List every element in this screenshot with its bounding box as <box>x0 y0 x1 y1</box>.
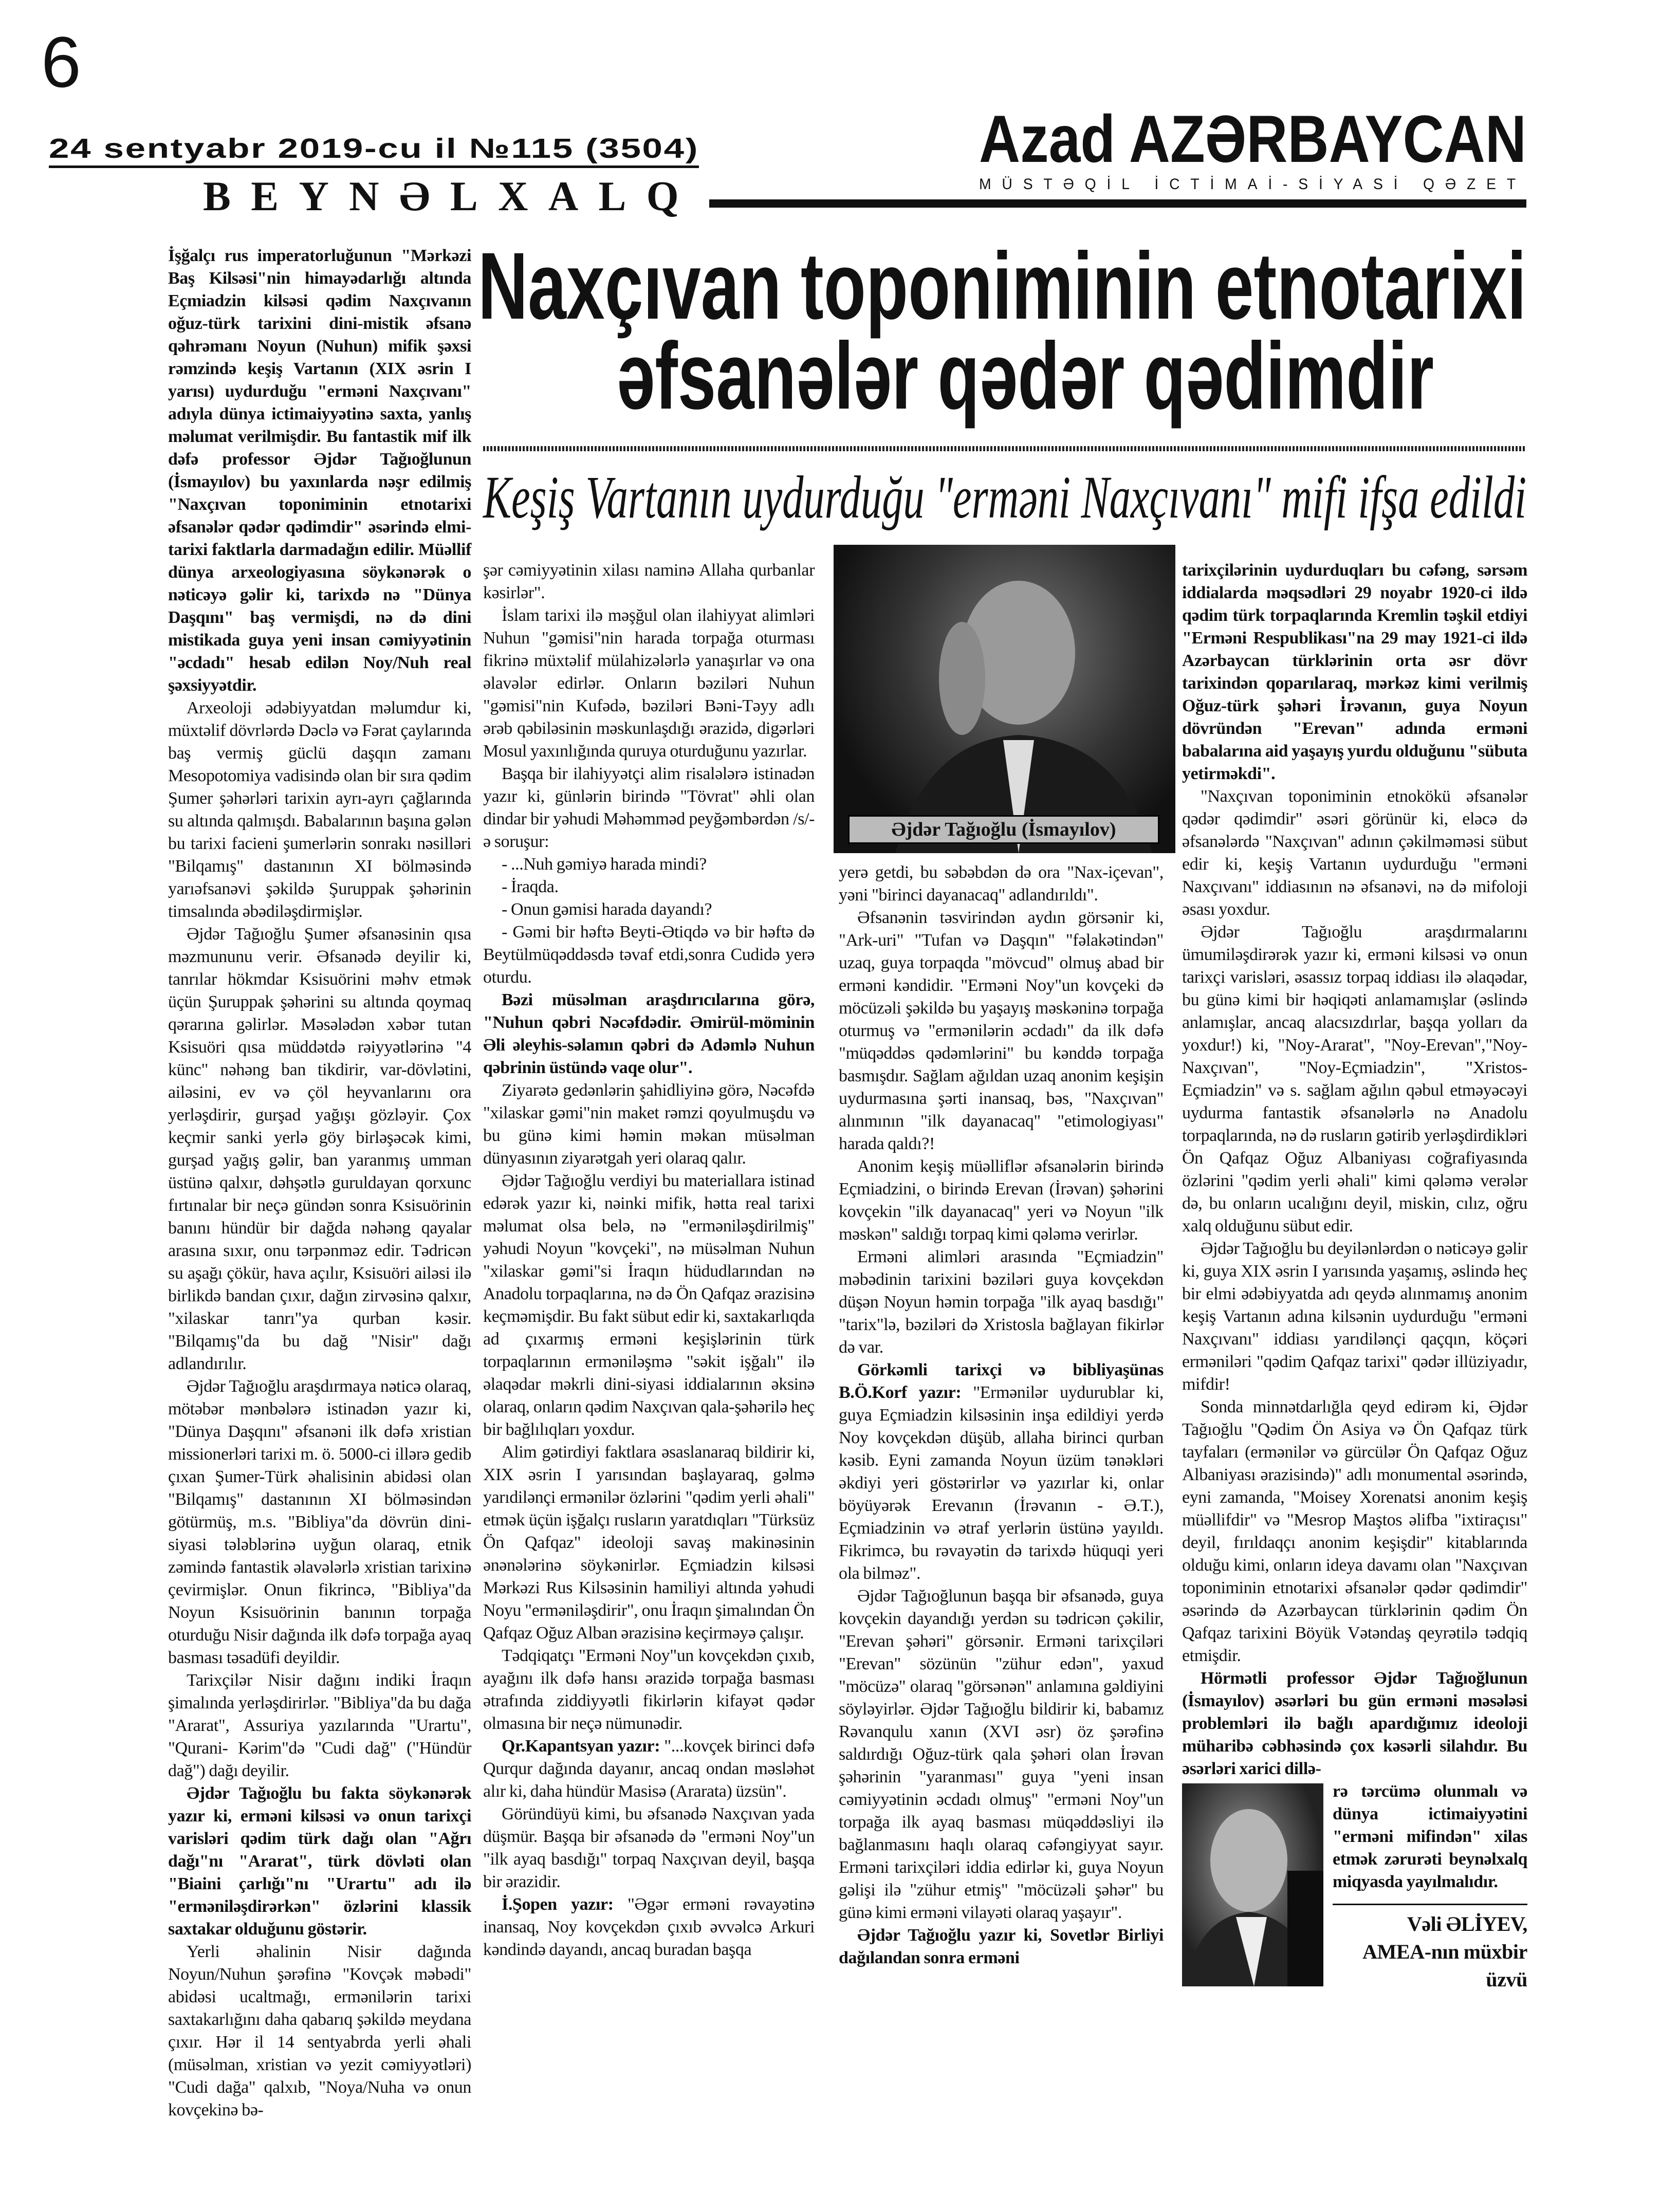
paragraph: Əjdər Tağıoğlu bu deyilənlərdən o nəticəyə gəlir ki, guya XIX əsrin I yarısında yaşamış, əslində heç bir elmi ədəbiyyatda adı qeydə alınmamış anonim keşiş Vartanın adına kilsənin uydurduğu "erməni Naxçıvanı" iddiası yarıdilənçi qaçqın, köçəri erməniləri "qədim Qafqaz tarixi" qədər illüziyadır, mifdir! <box>1182 1239 1527 1394</box>
paragraph: Tarixçilər Nisir dağını indiki İraqın şimalında yerləşdirirlər. "Bibliya"da bu dağa "Ararat", Assuriya yazılarında "Urartu", "Qurani- Kərim"də "Cudi dağ" ("Hündür dağ") dağı deyilir. <box>168 1671 471 1780</box>
paragraph: Əjdər Tağıoğlu Şumer əfsanəsinin qısa məzmununu verir. Əfsanədə deyilir ki, tanrılar hökmdar Ksisuörini məhv etmək üçün Şuruppak şəhərini su altında qoymaq qərarına gəlirlər. Məsələdən xəbər tutan Ksisuöri qısa müddətdə rəiyyətlərinə "4 künc" nəhəng ban tikdirir, var-dövlətini, ailəsini, ev və çöl heyvanlarını ora yerləşdirir, gurşad yağışı gözləyir. Çox keçmir sanki yerlə göy birləşəcək kimi, gurşad yağış gəlir, ban yaranmış umman üstünə qalxır, dəhşətlə guruldayan qorxunc fırtınalar bir neçə gündən sonra Ksisuörinin banını hündür bir dağda nəhəng qayalar arasına sıxır, onu tərpənməz edir. Tədricən su aşağı çökür, hava açılır, Ksisuöri ailəsi ilə birlikdə bandan çıxır, dağın zirvəsinə qalxır, "xilaskar tanrı"ya qurban kəsir. "Bilqamış"da bu dağ "Nisir" dağı adlandırılır. <box>168 925 471 1373</box>
quote-source: Qr.Kapantsyan yazır: <box>502 1737 660 1756</box>
paragraph: tarixçilərinin uydurduqları bu cəfəng, sərsəm iddialarda məqsədləri 29 noyabr 1920-ci ildə qədim türk torpaqlarında Kremlin təşkil etdiyi "Erməni Respublikası"na 29 may 1921-ci ildə Azərbaycan türklərinin orta əsr dövr tarixindən qoparılaraq, mərkəz kimi verilmiş Oğuz-türk şəhəri İrəvanın, guya Noyun dövründən "Erevan" adında erməni babalarına aid yaşayış yurdu olduğunu "sübuta yetirməkdi". <box>1182 561 1527 783</box>
paragraph: Arxeoloji ədəbiyyatdan məlumdur ki, müxtəlif dövrlərdə Dəclə və Fərat çaylarında baş vermiş güclü daşqın zamanı Mesopotomiya vadisində olan bir sıra qədim Şumer şəhərləri tarixin ayrı-ayrı çağlarında su altında qalmışdı. Babalarının başına gələn bu tarixi facieni şumerlərin sonrakı nəsilləri "Bilqamış" dastanının XI bölməsində yarıəfsanəvi şəkildə Şuruppak şəhərinin timsalında əbədiləşdirmişlər. <box>168 698 471 921</box>
subheadline-text: Keşiş Vartanın uydurduğu "erməni Naxçıvanı" mifi ifşa edildi <box>483 464 1526 531</box>
portrait-silhouette-icon <box>834 545 1175 853</box>
headline-line-2: əfsanələr qədər qədimdir <box>617 323 1434 429</box>
headline <box>478 233 1526 339</box>
newspaper-masthead <box>979 100 1526 176</box>
dialogue-line: - ...Nuh gəmiyə harada mindi? <box>502 855 707 874</box>
divider <box>1333 1904 1527 1905</box>
dialogue-line: - Gəmi bir həftə Beyti-Ətiqdə və bir həftə də Beytülmüqəddəsdə təvaf etdi,sonra Cudidə yerə oturdu. <box>483 923 815 987</box>
closing-paragraph: Hörmətli professor Əjdər Tağıoğlunun (İsmayılov) əsərləri bu gün erməni məsələsi problemləri ilə bağlı apardığımız ideoloji müharibə cəbhəsində çox kəsərli silahdır. Bu əsərləri xarici dillə- <box>1182 1669 1527 1778</box>
paragraph: Göründüyü kimi, bu əfsanədə Naxçıvan yada düşmür. Başqa bir əfsanədə də "erməni Noy"un "ilk ayaq basdığı" torpaq Naxçıvan deyil, başqa bir ərazidir. <box>483 1804 815 1891</box>
paragraph: Yerli əhalinin Nisir dağında Noyun/Nuhun şərəfinə "Kovçək məbədi" abidəsi ucaltmağı, ermənilərin tarixi saxtakarlığını daha qabarıq şəkildə meydana çıxır. Hər il 14 sentyabrda yerli əhali (müsəlman, xristian və yezit cəmiyyətləri) "Cudi dağa" qalxıb, "Noya/Nuha və onun kovçekinə bə- <box>168 1942 471 2119</box>
paragraph: Sonda minnətdarlığla qeyd edirəm ki, Əjdər Tağıoğlu "Qədim Ön Asiya və Ön Qafqaz türk tayfaları (ermənilər və gürcülər Ön Qafqaz Oğuz Albaniyası ərazisində)" adlı monumental əsərində, eyni zamanda, "Moisey Xorenatsi anonim keşiş müəllifdir" və "Mesrop Maştos əlifba "ixtiraçısı" deyil, fırıldaqçı anonim keşişdir" kitablarında olduğu kimi, onların ideya davamı olan "Naxçıvan toponiminin etnotarixi əfsanələr qədər qədimdir" əsərində də Azərbaycan türklərinin qədim Ön Qafqaz tarixini Böyük Vətəndaş qeyrətilə tədqiq etmişdir. <box>1182 1397 1527 1665</box>
paragraph: Bəzi müsəlman araşdırıcılarına görə, "Nuhun qəbri Nəcəfdədir. Əmirül-möminin Əli əleyhis-səlamın qəbri də Adəmlə Nuhun qəbrinin üstündə vaqe olur". <box>483 990 815 1077</box>
paragraph: Başqa bir ilahiyyətçi alim risalələrə istinadən yazır ki, günlərin birində "Tövrat" əhli olan dindar bir yəhudi Məhəmməd peyğəmbərdən /s/-ə soruşur: <box>483 764 815 851</box>
tagline-text: MÜSTƏQİL İCTİMAİ-SİYASİ QƏZET <box>979 176 1526 193</box>
quote-source: Görkəmli tarixçi və bibliyaşünas B.Ö.Korf yazır: <box>839 1360 1164 1402</box>
article-column-4 <box>1182 559 1527 1994</box>
divider <box>709 199 1526 208</box>
photo-caption: Əjdər Tağıoğlu (İsmayılov) <box>848 815 1159 844</box>
paragraph: Əjdər Tağıoğlu yazır ki, Sovetlər Birliyi dağılandan sonra erməni <box>839 1926 1164 1967</box>
divider <box>49 165 699 168</box>
portrait-silhouette-icon <box>1182 1783 1323 1986</box>
dotted-divider <box>483 446 1526 451</box>
section-title-text: BEYNƏLXALQ <box>203 173 699 219</box>
quote-text: "Ermənilər uydurublar ki, guya Eçmiadzin kilsəsinin inşa edildiyi yerdə Noy kovçekdən düşüb, allaha birinci qurban kəsib. Eyni zamanda Noyun üzüm tənəkləri əkdiyi yeri göstərirlər və yazırlar ki, onlar böyüyərək Erevanın (İrəvanın - Ə.T.), Eçmiadzinin və ətraf yerlərin üstünə yayıldı. Fikrimcə, bu rəvayətin də tarixdə hüquqi yeri ola bilməz". <box>839 1383 1164 1583</box>
masthead-text: Azad AZƏRBAYCAN <box>979 101 1526 176</box>
author-photo-aliyev <box>1182 1783 1323 1986</box>
dialogue-line: - İraqda. <box>502 877 559 896</box>
paragraph <box>839 1359 1164 1585</box>
issue-dateline <box>49 133 699 163</box>
paragraph: Erməni alimləri arasında "Eçmiadzin" məbədinin tarixini bəziləri guya kovçekdən düşən Noyun həmin torpağa "ilk ayaq basdığı" "tarix"lə, bəziləri də Xristosla bağlayan fikirlər də var. <box>839 1247 1164 1357</box>
paragraph: Tədqiqatçı "Erməni Noy"un kovçekdən çıxıb, ayağını ilk dəfə hansı ərazidə torpağa basması ətrafında ziddiyyətli fikirlərin kifayət qədər olmasına bir neçə nümunədir. <box>483 1646 815 1733</box>
quote-source: İ.Şopen yazır: <box>502 1895 614 1914</box>
paragraph: Alim gətirdiyi faktlara əsaslanaraq bildirir ki, XIX əsrin I yarısından başlayaraq, gəlmə yarıdilənçi ermənilər özlərini "qədim yerli əhali" etmək üçün işğalçı rusların yaratdıqları "Türksüz Ön Qafqaz" ideoloji savaş makinəsinin ənənələrinə söykənirlər. Eçmiadzin kilsəsi Mərkəzi Rus Kilsəsinin hamiliyi altında yəhudi Noyu "erməniləşdirir", onu İraqın şimalından Ön Qafqaz Oğuz Alban ərazisinə keçirməyə çalışır. <box>483 1443 815 1643</box>
quote-text: "...kovçek birinci dəfə Qurqur dağında dayanır, ancaq ondan məsləhət alır ki, daha hündür Masisə (Ararata) üzsün". <box>483 1737 815 1801</box>
paragraph <box>483 1735 815 1803</box>
article-column-3 <box>839 861 1164 1969</box>
headline <box>617 323 1434 429</box>
article-column-2 <box>483 559 815 1961</box>
headline-line-1: Naxçıvan toponiminin etnotarixi <box>478 233 1526 339</box>
subheadline <box>483 465 1526 532</box>
paragraph <box>483 1893 815 1961</box>
dialogue-line: - Onun gəmisi harada dayandı? <box>502 900 712 919</box>
paragraph: Əjdər Tağıoğlu araşdırmalarını ümumiləşdirərək yazır ki, erməni kilsəsi və onun tarixçi varisləri, əsassız torpaq iddiası ilə əlaqədar, bu günə kimi bir həqiqəti anlamamışlar (əslində anlamışlar, ancaq alacsızdırlar, başqa yolları da yoxdur!) ki, "Noy-Ararat", "Noy-Erevan","Noy-Naxçıvan", "Noy-Eçmiadzin", "Xristos-Eçmiadzin" və s. sağlam ağılın qəbul etməyəcəyi uydurma fantastik əfsanələrlə nə Anadolu torpaqlarında, nə də rusların gətirib yerləşdirdikləri Ön Qafqaz Oğuz Albaniyası coğrafiyasında özlərini "qədim yerli əhali" kimi qələmə verələr də, bu onların ucalığını deyil, miskin, cılız, oğru xalq olduğunu sübut edir. <box>1182 923 1527 1236</box>
article-lead: İşğalçı rus imperatorluğunun "Mərkəzi Baş Kilsəsi"nin himayədarlığı altında Eçmiadzin kilsəsi qədim Naxçıvanın oğuz-türk tarixini dini-mistik əfsanə qəhrəmanı Noyun (Nuhun) mifik şəxsi rəmzində keşiş Vartanın (XIX əsrin I yarısı) uydurduğu "erməni Naxçıvanı" adıyla dünya ictimaiyyətinə saxta, yanlış məlumat verilmişdir. Bu fantastik mif ilk dəfə professor Əjdər Tağıoğlunun (İsmayılov) bu yaxınlarda nəşr edilmiş "Naxçıvan toponiminin etnotarixi əfsanələr qədər qədimdir" əsərində elmi-tarixi faktlarla darmadağın edilir. Müəllif dünya arxeologiyasına söykənərək o nəticəyə gəlir ki, tarixdə nə "Dünya Daşqını" baş vermişdi, nə də dini mistikada guya yeni insan cəmiyyətinin "əcdadı" hesab edilən Noy/Nuh real şəxsiyyətdir. <box>168 246 471 695</box>
paragraph: yerə getdi, bu səbəbdən də ora "Nax-içevan", yəni "birinci dayanacaq" adlandırıldı". <box>839 863 1164 905</box>
paragraph: Əjdər Tağıoğlu verdiyi bu materiallara istinad edərək yazır ki, nəinki mifik, hətta real tarixi məlumat olsa belə, nə "erməniləşdirilmiş" yəhudi Noyun "kovçeki", nə müsəlman Nuhun "xilaskar gəmi"si İraqın hüdudlarından nə Anadolu torpaqlarına, nə də Ön Qafqaz ərazisinə keçməmişdir. Bu fakt sübut edir ki, saxtakarlıqda ad çıxarmış erməni keşişlərinin türk torpaqlarının erməniləşmə "səkit işğalı" ilə əlaqədar məkrli dini-siyasi iddialarının əksinə olaraq, onların qədim Naxçıvan qala-şəhərilə heç bir bağlılıqları yoxdur. <box>483 1171 815 1439</box>
paragraph: Əjdər Tağıoğlunun başqa bir əfsanədə, guya kovçekin dayandığı yerdən su tədricən çəkilir, "Erevan şəhəri" görsənir. Erməni tarixçiləri "Erevan" sözünün "zühur edən", yaxud "möcüzə" olaraq "görsənən" anlamına gəldiyini söyləyirlər. Əjdər Tağıoğlu bildirir ki, babamız Rəvanqulu xanın (XVI əsr) öz şərəfinə saldırdığı Oğuz-türk qala şəhəri olan İrəvan şəhərinin "yaranması" guya "yeni insan cəmiyyətinin əcdadı olmuş" "erməni Noy"un torpağa ilk ayaq basması müqəddəsliyi ilə bağlanmasını haqlı olaraq cəfəngiyyat sayır. Erməni tarixçiləri iddia edirlər ki, guya Noyun gəlişi ilə "zühur etmiş" "möcüzəli şəhər" bu günə kimi erməni vilayəti olaraq yaşayır". <box>839 1587 1164 1922</box>
paragraph: Əfsanənin təsvirindən aydın görsənir ki, "Ark-uri" "Tufan və Daşqın" "fəlakətindən" uzaq, guya torpaqda "mövcud" olmuş abad bir erməni kəndidir. "Erməni Noy"un kovçeki də möcüzəli şəkildə bu yaşayış məskəninə torpağa oturmuş və "ermənilərin əcdadı" da ilk dəfə "müqəddəs qədəmlərini" bu kənddə torpağa basmışdır. Sağlam ağıldan uzaq anonim keşişin uydurmasına şərti inansaq, bəs, "Naxçıvan" alınmının "ilk dayanacaq" "etimologiyası" harada qaldı?! <box>839 908 1164 1153</box>
article-column-1 <box>168 245 471 2122</box>
paragraph: Əjdər Tağıoğlu araşdırmaya nəticə olaraq, mötəbər mənbələrə istinadən yazır ki, "Dünya Daşqını" əfsanəni ilk dəfə xristian missionerləri tarixi m. ö. 5000-ci illərə gedib çıxan Şumer-Türk əhalisinin abidəsi olan "Bilqamış" dastanının XI bölməsindən götürmüş, m.s. "Bibliya"da dövrün dini-siyasi tələblərinə uyğun olaraq, etnik zəmində fantastik əlavələrlə xristian tarixinə çevirmişlər. Onun fikrincə, "Bibliya"da Noyun Ksisuörinin banının torpağa oturduğu Nisir dağında ilk dəfə torpağa ayaq basması təsadüfi deyildir. <box>168 1377 471 1667</box>
author-title: AMEA-nın müxbir üzvü <box>1362 1940 1527 1991</box>
quote-text: "Əgər erməni rəvayətinə inansaq, Noy kovçekdən çıxıb əvvəlcə Arkuri kəndində dayandı, ancaq buradan başqa <box>483 1895 815 1959</box>
section-title <box>203 172 699 218</box>
paragraph: şər cəmiyyətinin xilası naminə Allaha qurbanlar kəsirlər". <box>483 561 815 602</box>
paragraph: Ziyarətə gedənlərin şahidliyinə görə, Nəcəfdə "xilaskar gəmi"nin maket rəmzi qoyulmuşdu və bu günə kimi həmin məkan müsəlman dünyasının ziyarətgah yeri olaraq qalır. <box>483 1081 815 1168</box>
issue-dateline-text: 24 sentyabr 2019-cu il №115 (3504) <box>49 133 699 164</box>
newspaper-tagline <box>979 176 1526 194</box>
paragraph: Anonim keşiş müəlliflər əfsanələrin birində Eçmiadzini, o birində Erevan (İrəvan) şəhərini kovçekin "ilk dayanacaq" yeri və Noyun "ilk məskən" saldığı torpaq kimi qələmə verirlər. <box>839 1157 1164 1244</box>
paragraph: İslam tarixi ilə məşğul olan ilahiyyat alimləri Nuhun "gəmisi"nin harada torpağa oturması fikrinə müxtəlif mülahizələrlə yanaşırlar və ona əlavələr edirlər. Onların bəziləri Nuhun "gəmisi"nin Kufədə, bəziləri Bəni-Təyy adlı ərəb qəbiləsinin məskunlaşdığı ərazidə, digərləri Mosul yaxınlığında quruya oturduğunu yazırlar. <box>483 606 815 761</box>
closing-paragraph-continued: rə tərcümə olunmalı və dünya ictimaiyyətini "erməni mifindən" xilas etmək zərurəti beynəlxalq miqyasda yayılmalıdır. <box>1333 1782 1527 1891</box>
paragraph: Əjdər Tağıoğlu bu fakta söykənərək yazır ki, erməni kilsəsi və onun tarixçi varisləri qədim türk dağı olan "Ağrı dağı"nı "Ararat", türk dövləti olan "Biaini çarlığı"nı "Urartu" adı ilə "erməniləşdirərkən" özlərini klassik saxtakar olduğunu göstərir. <box>168 1784 471 1939</box>
paragraph: "Naxçıvan toponiminin etnokökü əfsanələr qədər qədimdir" əsəri görünür ki, eləcə də əfsanələrdə "Naxçıvan" adının çəkilməməsi sübut edir ki, keşiş Vartanın uydurduğu "erməni Naxçıvanı" iddiasının nə əfsanəvi, nə də mifoloji əsası yoxdur. <box>1182 787 1527 919</box>
page-number: 6 <box>41 22 81 102</box>
author-name: Vəli ƏLİYEV, <box>1407 1912 1527 1935</box>
author-photo-tagioglu <box>834 545 1175 853</box>
